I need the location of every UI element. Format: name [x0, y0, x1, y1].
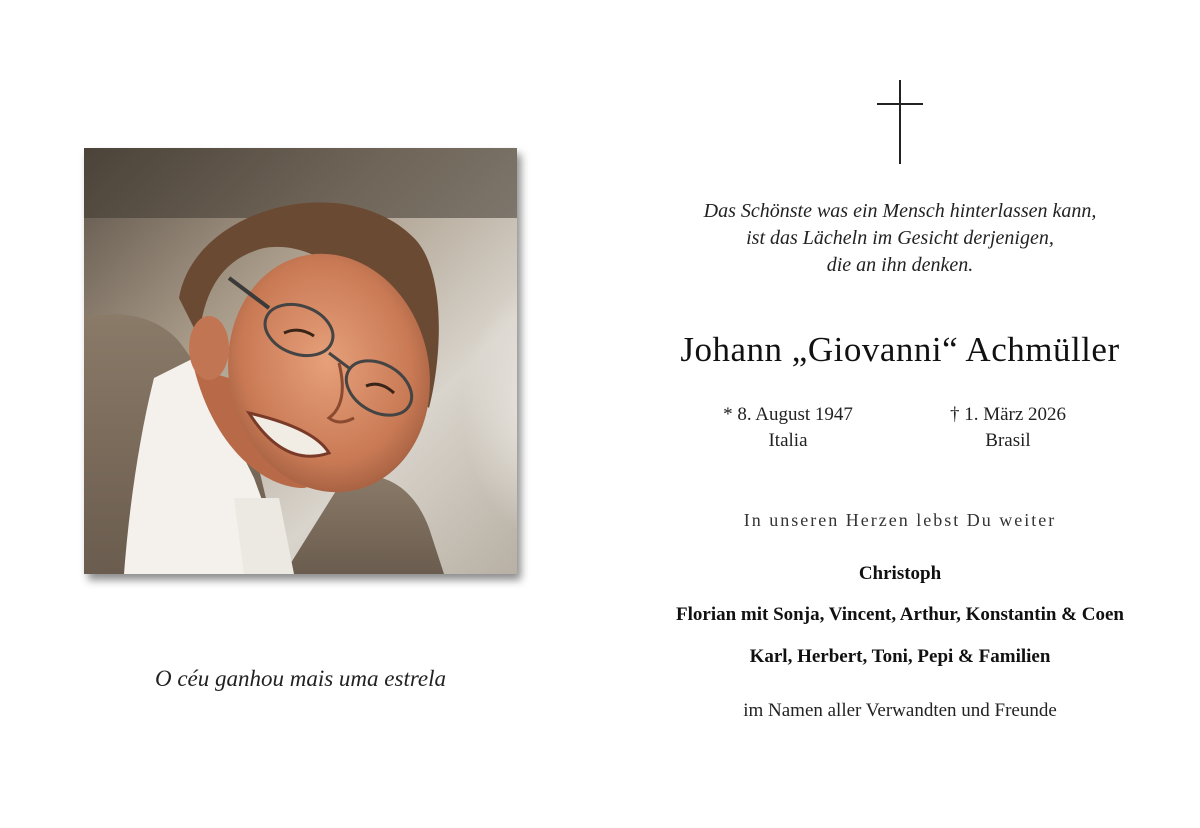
- mourner-line: Karl, Herbert, Toni, Pepi & Familien: [749, 646, 1051, 667]
- death-place: Brasil: [985, 430, 1031, 451]
- mourners-intro: In unseren Herzen lebst Du weiter: [743, 510, 1057, 530]
- mourner-line: Christoph: [858, 563, 942, 584]
- cross-icon: [877, 80, 923, 164]
- quote-line: die an ihn denken.: [826, 254, 974, 276]
- quote-line: Das Schönste was ein Mensch hinterlassen kann,: [703, 200, 1097, 222]
- memorial-quote: [640, 198, 1160, 279]
- portrait-photo: [84, 148, 517, 574]
- quote-line: ist das Lächeln im Gesicht derjenigen,: [746, 227, 1054, 249]
- birth-place: Italia: [768, 430, 808, 451]
- deceased-name: Johann „Giovanni“ Achmüller: [680, 330, 1120, 369]
- death-info: [898, 402, 1118, 454]
- motto: O céu ganhou mais uma estrela: [154, 666, 447, 691]
- death-date: † 1. März 2026: [949, 404, 1067, 425]
- portrait-image: [84, 148, 517, 574]
- birth-date: * 8. August 1947: [723, 404, 853, 425]
- mourner-line: Florian mit Sonja, Vincent, Arthur, Konstantin & Coen: [676, 604, 1124, 625]
- birth-info: [678, 402, 898, 454]
- closing-line: im Namen aller Verwandten und Freunde: [743, 700, 1057, 721]
